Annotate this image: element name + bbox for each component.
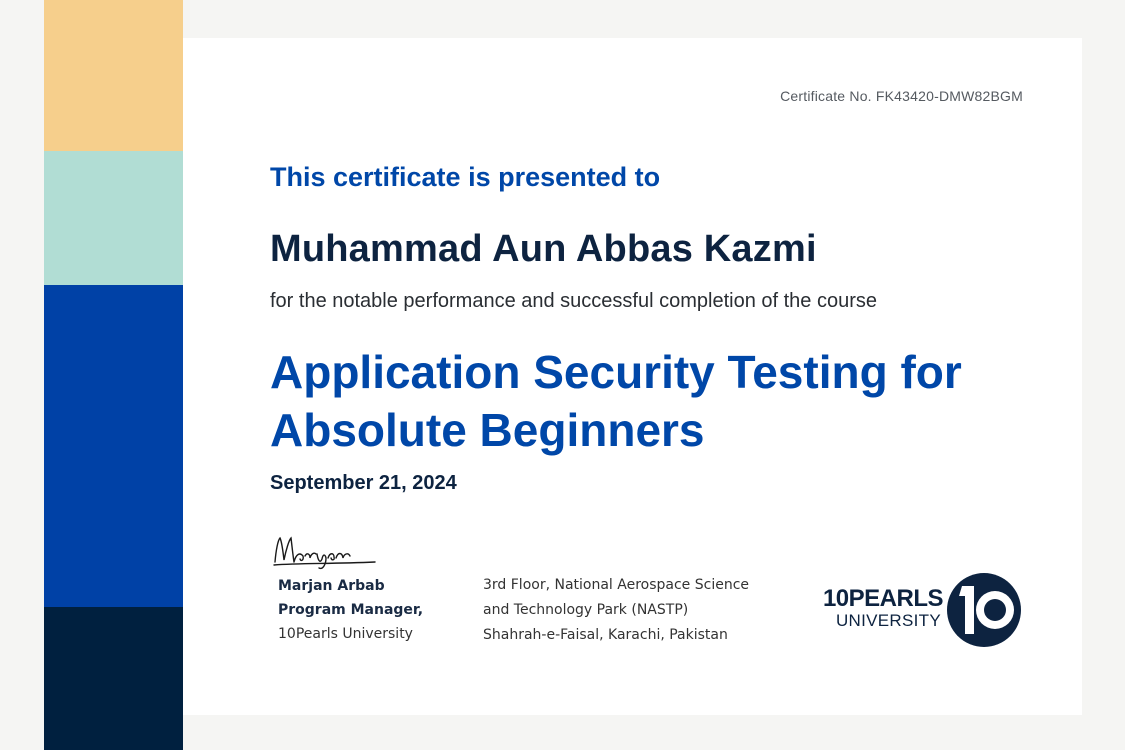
completion-statement: for the notable performance and successful completion of the course	[270, 290, 878, 312]
certificate-card	[183, 38, 1082, 715]
recipient-name: Muhammad Aun Abbas Kazmi	[270, 228, 817, 270]
decor-stripe-navy	[44, 607, 183, 750]
address-block	[483, 573, 749, 648]
decor-stripe-mint	[44, 151, 183, 285]
logo-wordmark: 10PEARLS	[822, 585, 943, 612]
10pearls-university-logo	[803, 570, 1023, 648]
address-line-1: 3rd Floor, National Aerospace Science	[483, 577, 750, 593]
signer-block	[278, 574, 423, 646]
decor-stripe-yellow	[44, 0, 183, 151]
signature-image	[270, 532, 380, 572]
address-line-2: and Technology Park (NASTP)	[483, 602, 689, 618]
completion-date: September 21, 2024	[270, 472, 457, 494]
logo-mark-icon	[946, 572, 1022, 648]
course-title-line-1: Application Security Testing for	[270, 346, 962, 398]
course-title-line-2: Absolute Beginners	[270, 404, 705, 456]
address-line-3: Shahrah-e-Faisal, Karachi, Pakistan	[483, 627, 728, 643]
certificate-number: Certificate No. FK43420-DMW82BGM	[780, 88, 1023, 104]
decor-stripe-blue	[44, 285, 183, 607]
logo-subtitle: UNIVERSITY	[835, 611, 941, 630]
signer-name: Marjan Arbab	[278, 578, 385, 594]
presented-heading: This certificate is presented to	[270, 162, 661, 192]
course-title	[270, 343, 1050, 459]
signer-organization: 10Pearls University	[278, 626, 413, 642]
signer-title: Program Manager,	[278, 602, 424, 618]
